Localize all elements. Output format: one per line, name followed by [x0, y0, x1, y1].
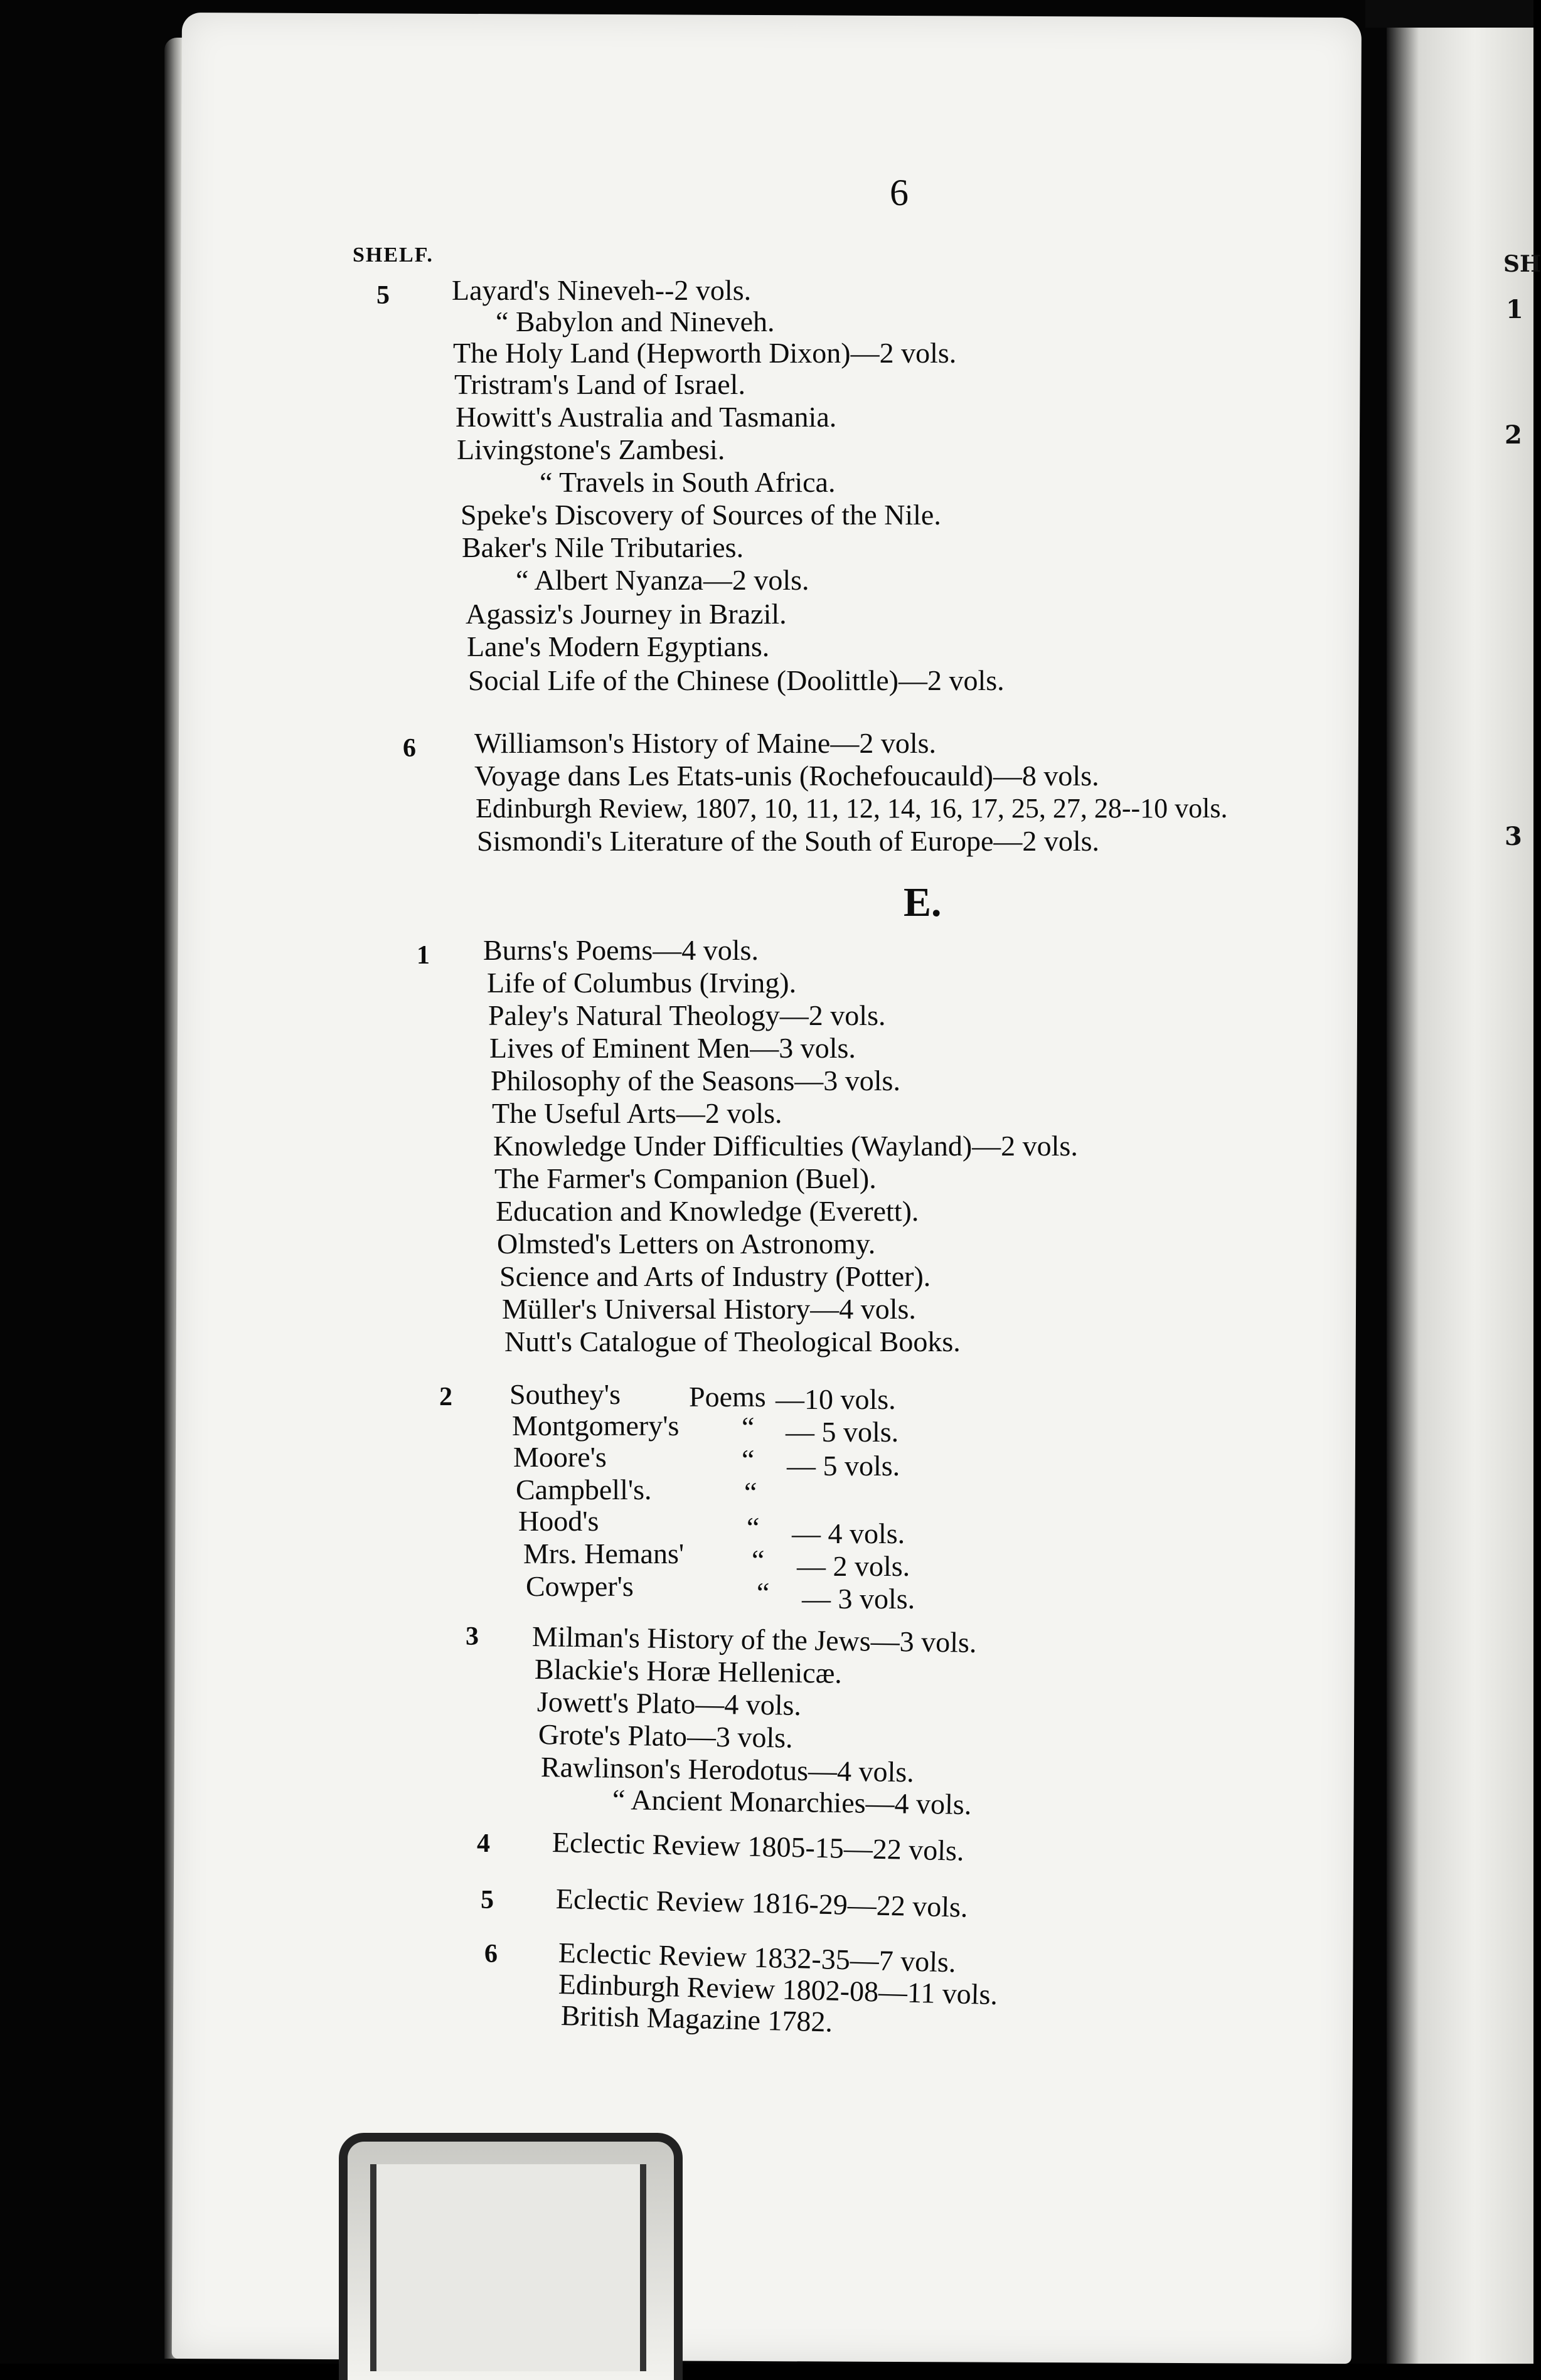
book-entry: Tristram's Land of Israel.	[454, 368, 745, 400]
book-entry: Howitt's Australia and Tasmania.	[456, 401, 837, 433]
shelf-number: 6	[484, 1940, 498, 1968]
book-entry: Lane's Modern Egyptians.	[467, 630, 770, 662]
next-page-shadow	[1365, 0, 1533, 28]
poet-name: Montgomery's	[512, 1410, 680, 1442]
book-entry: Life of Columbus (Irving).	[487, 967, 797, 999]
poet-vols: —10 vols.	[776, 1383, 896, 1415]
book-entry: Sismondi's Literature of the South of Europe—2 vols.	[477, 825, 1100, 857]
shelf-number: 1	[417, 941, 430, 970]
book-entry: The Useful Arts—2 vols.	[492, 1097, 782, 1129]
poet-ditto: “	[757, 1576, 770, 1608]
poet-ditto: “	[742, 1411, 755, 1443]
shelf-number: 3	[466, 1622, 479, 1651]
book-entry: Lives of Eminent Men—3 vols.	[489, 1032, 856, 1064]
shelf-number: 6	[403, 734, 416, 763]
shelf-number: 5	[481, 1886, 494, 1915]
book-entry: Grote's Plato—3 vols.	[538, 1718, 793, 1754]
poet-ditto: “	[744, 1476, 757, 1508]
book-entry: Eclectic Review 1816-29—22 vols.	[555, 1883, 969, 1923]
next-page-number: 1	[1506, 295, 1523, 324]
next-page-strip	[1387, 0, 1533, 2364]
poet-ditto: “	[747, 1511, 760, 1543]
book-entry: Speke's Discovery of Sources of the Nile.	[461, 499, 941, 531]
book-entry: Williamson's History of Maine—2 vols.	[474, 727, 936, 759]
poet-vols: — 5 vols.	[786, 1416, 899, 1448]
book-entry: Paley's Natural Theology—2 vols.	[488, 999, 886, 1031]
poet-vols: — 5 vols.	[787, 1450, 900, 1482]
book-entry: Knowledge Under Difficulties (Wayland)—2 vols.	[493, 1130, 1078, 1162]
book-entry: Eclectic Review 1832-35—7 vols.	[558, 1936, 957, 1979]
book-entry: Milman's History of the Jews—3 vols.	[531, 1620, 977, 1659]
book-entry: Nutt's Catalogue of Theological Books.	[504, 1325, 961, 1357]
binder-clip-inner	[370, 2164, 646, 2371]
poet-ditto: “	[752, 1544, 765, 1576]
book-entry: Edinburgh Review 1802-08—11 vols.	[558, 1968, 998, 2011]
poet-ditto: “	[742, 1443, 755, 1475]
poet-name: Campbell's.	[516, 1474, 652, 1506]
section-letter: E.	[904, 879, 942, 925]
book-entry: “ Babylon and Nineveh.	[496, 305, 775, 337]
book-entry: The Holy Land (Hepworth Dixon)—2 vols.	[453, 337, 957, 369]
book-entry: Blackie's Horæ Hellenicæ.	[534, 1653, 843, 1689]
book-entry: Science and Arts of Industry (Potter).	[499, 1260, 931, 1292]
book-entry: Müller's Universal History—4 vols.	[502, 1293, 916, 1325]
book-entry: Baker's Nile Tributaries.	[462, 531, 744, 563]
book-entry: “ Ancient Monarchies—4 vols.	[612, 1783, 972, 1820]
next-page-number: 2	[1505, 420, 1522, 450]
next-page-number: 3	[1505, 822, 1522, 851]
page-number: 6	[890, 172, 909, 213]
poet-name: Southey's	[509, 1378, 621, 1410]
poet-name: Moore's	[513, 1441, 607, 1473]
book-entry: Education and Knowledge (Everett).	[496, 1195, 919, 1227]
book-entry: Burns's Poems—4 vols.	[483, 934, 759, 966]
poet-name: Cowper's	[526, 1570, 634, 1602]
book-entry: British Magazine 1782.	[560, 1999, 833, 2038]
shelf-column-label: SHELF.	[353, 243, 434, 267]
book-entry: Philosophy of the Seasons—3 vols.	[491, 1065, 900, 1097]
book-entry: Agassiz's Journey in Brazil.	[466, 598, 787, 630]
poet-name: Hood's	[518, 1505, 599, 1537]
next-page-label: SH	[1503, 251, 1541, 277]
poet-ditto: Poems	[689, 1381, 766, 1413]
book-entry: Layard's Nineveh--2 vols.	[452, 274, 752, 306]
book-entry: “ Albert Nyanza—2 vols.	[516, 564, 809, 596]
poet-vols: — 2 vols.	[797, 1550, 910, 1582]
shelf-number: 2	[439, 1383, 452, 1411]
poet-vols: — 3 vols.	[802, 1583, 915, 1615]
book-entry: Voyage dans Les Etats-unis (Rochefoucauld)—8 vols.	[474, 760, 1099, 792]
book-entry: The Farmer's Companion (Buel).	[494, 1162, 877, 1194]
book-entry: Jowett's Plato—4 vols.	[536, 1686, 802, 1721]
book-entry: Edinburgh Review, 1807, 10, 11, 12, 14, 16, 17, 25, 27, 28--10 vols.	[476, 793, 1228, 824]
book-entry: Rawlinson's Herodotus—4 vols.	[540, 1751, 915, 1788]
poet-vols: — 4 vols.	[792, 1517, 905, 1549]
book-entry: Livingstone's Zambesi.	[457, 433, 725, 465]
book-entry: Eclectic Review 1805-15—22 vols.	[552, 1826, 965, 1867]
poet-name: Mrs. Hemans'	[523, 1538, 685, 1570]
shelf-number: 5	[376, 281, 390, 310]
book-entry: “ Travels in South Africa.	[540, 466, 836, 498]
book-entry: Olmsted's Letters on Astronomy.	[497, 1228, 876, 1260]
shelf-number: 4	[477, 1829, 490, 1858]
book-entry: Social Life of the Chinese (Doolittle)—2 vols.	[468, 664, 1005, 696]
